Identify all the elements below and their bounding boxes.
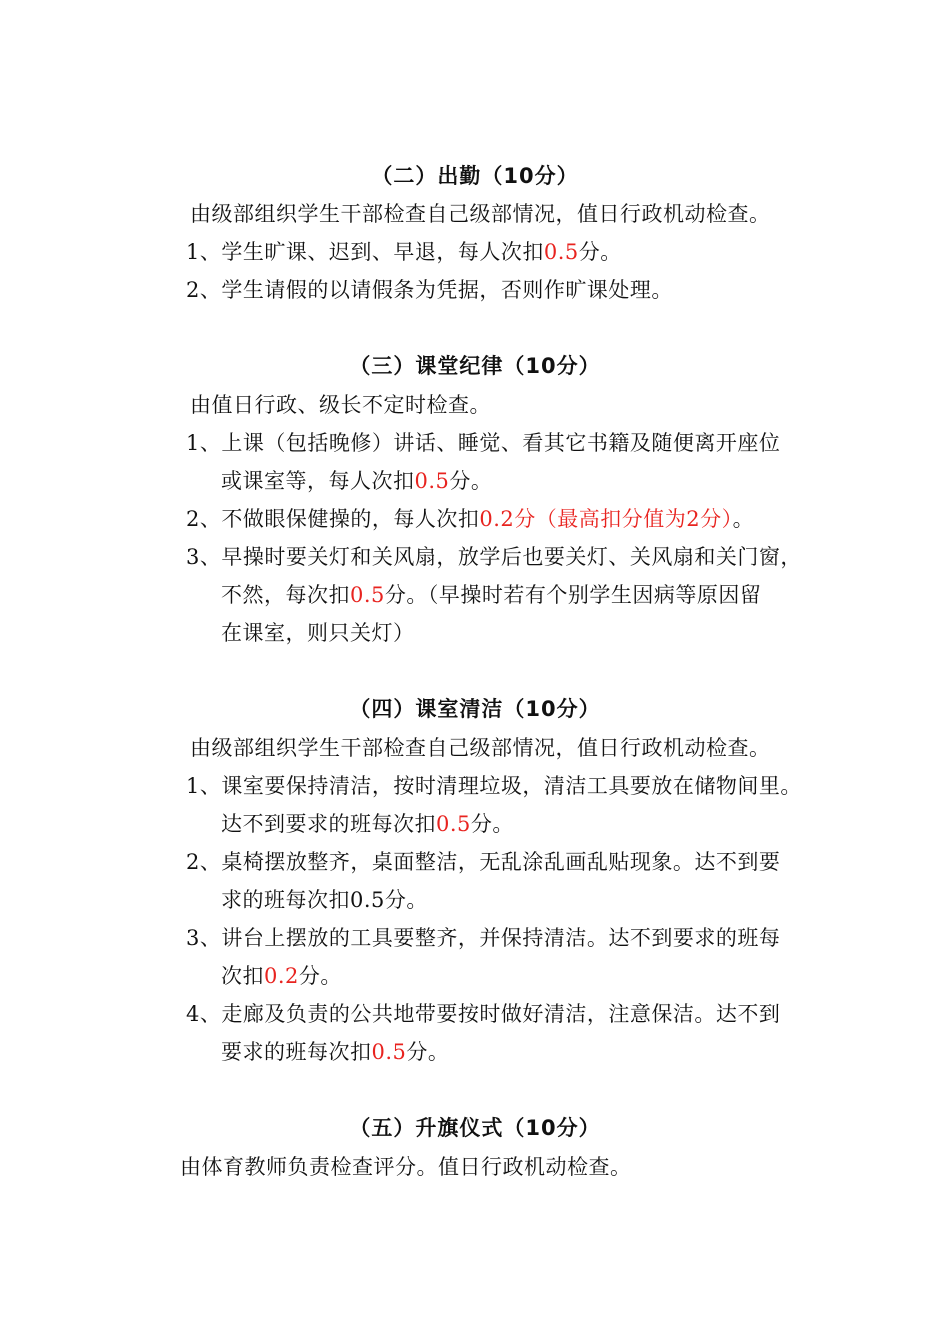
rule-item: 4、走廊及负责的公共地带要按时做好清洁，注意保洁。达不到 — [186, 1002, 781, 1026]
deduction-value: 0.2 — [264, 964, 299, 988]
section-title-classroom-cleaning: （四）课室清洁（10分） — [349, 697, 601, 721]
rule-item-continued — [221, 1036, 449, 1066]
section-intro-class-discipline: 由值日行政、级长不定时检查。 — [190, 393, 491, 417]
rule-text: 分。 — [298, 964, 342, 988]
rule-text: 。 — [732, 507, 755, 531]
rule-text: 次扣 — [221, 964, 264, 988]
rule-text: 不然，每次扣 — [221, 583, 350, 607]
rule-text: 分。 — [578, 240, 622, 264]
rule-text: 分。 — [406, 1040, 450, 1064]
rule-item: 2、桌椅摆放整齐，桌面整洁，无乱涂乱画乱贴现象。达不到要 — [186, 850, 781, 874]
deduction-value: 0.5 — [543, 240, 579, 264]
rule-item-continued: 求的班每次扣0.5分。 — [221, 888, 428, 912]
rule-item — [186, 503, 754, 533]
rule-item-continued — [221, 465, 492, 495]
section-title-class-discipline: （三）课堂纪律（10分） — [349, 354, 601, 378]
deduction-value: 0.2分（最高扣分值为2分） — [479, 507, 733, 531]
rule-item: 3、早操时要关灯和关风扇，放学后也要关灯、关风扇和关门窗， — [186, 545, 802, 569]
rule-text: 达不到要求的班每次扣 — [221, 812, 436, 836]
rule-text: 或课室等，每人次扣 — [221, 469, 415, 493]
rule-item-continued — [221, 808, 514, 838]
section-title-attendance: （二）出勤（10分） — [371, 164, 579, 188]
deduction-value: 0.5 — [414, 469, 450, 493]
deduction-value: 0.5 — [371, 1040, 407, 1064]
rule-text: 1、学生旷课、迟到、早退，每人次扣 — [186, 240, 544, 264]
deduction-value: 0.5 — [350, 583, 385, 607]
deduction-value: 0.5 — [436, 812, 471, 836]
rule-text: 分。 — [470, 812, 514, 836]
rule-item: 3、讲台上摆放的工具要整齐，并保持清洁。达不到要求的班每 — [186, 926, 781, 950]
section-title-flag-raising: （五）升旗仪式（10分） — [349, 1116, 601, 1140]
rule-item-continued — [221, 960, 342, 990]
rule-text: 分。（早操时若有个别学生因病等原因留 — [384, 583, 762, 607]
rule-item: 2、学生请假的以请假条为凭据，否则作旷课处理。 — [186, 278, 673, 302]
section-intro-classroom-cleaning: 由级部组织学生干部检查自己级部情况，值日行政机动检查。 — [190, 736, 771, 760]
rule-text: 2、不做眼保健操的，每人次扣 — [186, 507, 480, 531]
rule-text: 要求的班每次扣 — [221, 1040, 372, 1064]
rule-item: 1、课室要保持清洁，按时清理垃圾，清洁工具要放在储物间里。 — [186, 774, 802, 798]
section-intro-flag-raising: 由体育教师负责检查评分。值日行政机动检查。 — [180, 1155, 632, 1179]
rule-item — [186, 236, 622, 266]
rule-item-continued: 在课室，则只关灯） — [221, 621, 415, 645]
section-intro-attendance: 由级部组织学生干部检查自己级部情况，值日行政机动检查。 — [190, 202, 771, 226]
rule-text: 分。 — [449, 469, 493, 493]
rule-item-continued — [221, 579, 761, 609]
rule-item: 1、上课（包括晚修）讲话、睡觉、看其它书籍及随便离开座位 — [186, 431, 781, 455]
